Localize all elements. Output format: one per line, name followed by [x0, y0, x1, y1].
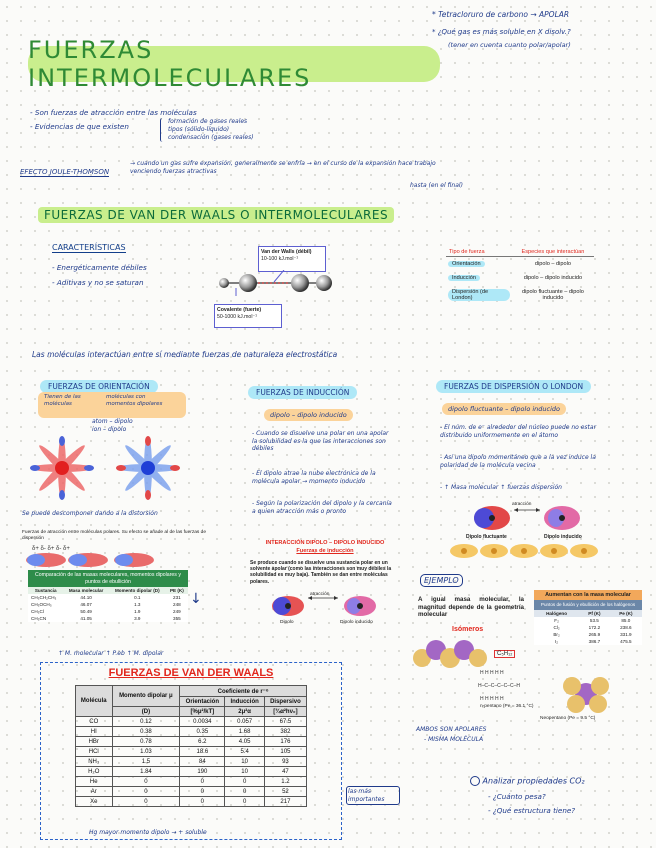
halogen-cell: 172.2	[588, 624, 601, 630]
vdw-cell: 47	[264, 767, 306, 777]
halogen-cell: 53.5	[589, 617, 599, 623]
orientation-down-arrow: ↓	[190, 591, 202, 607]
table-row	[76, 767, 307, 777]
induction-note-2: - El dipolo atrae la nube electrónica de la molécula apolar → momento inducido	[252, 470, 376, 485]
example-formula: C₅H₁₂	[494, 650, 515, 658]
halogen-th-3: Pe (K)	[619, 610, 633, 616]
orientation-box-text-2: moléculas con momentos dipolares	[106, 394, 163, 407]
orientation-th-4: PE (K)	[169, 588, 184, 593]
vdw-cell: HCl	[76, 747, 113, 757]
vdw-cell: 0	[112, 777, 180, 787]
vdw-cell: 0.0034	[180, 717, 225, 727]
orientation-bottom-note: Se puede descomponer dando a la distorsión	[22, 510, 158, 517]
intro-brace-item-3: condensación (gases reales)	[168, 134, 254, 141]
intro-brace	[160, 118, 165, 142]
neopentane-illustration	[556, 668, 616, 716]
induction-subtitle: dipolo – dipolo inducido	[264, 409, 353, 421]
halogen-cell: 85.0	[621, 617, 631, 623]
molecules-interact-text: Las moléculas interactúan entre sí mediante fuerzas de naturaleza electrostática	[32, 350, 338, 359]
halogen-cell: 265.9	[588, 631, 601, 637]
vdw-cell: NH₃	[76, 757, 113, 767]
dispersion-fluct-label: Dipolo fluctuante	[466, 534, 507, 540]
dispersion-title: FUERZAS DE DISPERSIÓN O LONDON	[436, 380, 591, 393]
vdw-coefficient-table	[75, 685, 307, 807]
orientation-th-1: Sustancia	[34, 588, 57, 593]
vdw-cell: 0	[180, 787, 225, 797]
force-table-header-1: Tipo de fuerza	[446, 248, 512, 257]
orientation-cell: 1.3	[134, 602, 141, 607]
example-label: EJEMPLO	[420, 574, 463, 587]
force-type-table-wrap	[446, 248, 594, 305]
covalent-energy-label: Covalente (fuerte)	[217, 307, 262, 313]
vdw-cell: 0	[225, 797, 264, 807]
table-row	[76, 717, 307, 727]
orientation-th-3: Momento dipolar (D)	[114, 588, 160, 593]
orientation-cell: 249	[173, 609, 181, 614]
orientation-cell: CH₃CN	[31, 616, 47, 621]
orientation-cell: 355	[173, 616, 181, 621]
halogen-cell: Br₂	[553, 631, 560, 637]
covalent-energy-box	[214, 304, 282, 328]
vdw-cell: 10	[225, 767, 264, 777]
vdw-th-induccion: Inducción	[225, 697, 264, 707]
vdw-cell: 0.12	[112, 717, 180, 727]
vdw-cell: 0	[180, 777, 225, 787]
orientation-caption: Fuerzas de atracción entre moléculas polares. Su efecto se añade al de las fuerzas de dispersión	[22, 530, 206, 541]
table-row	[76, 737, 307, 747]
vdw-cell: 18.6	[180, 747, 225, 757]
intro-line-1: - Son fuerzas de atracción entre las moléculas	[30, 108, 197, 117]
vdw-cell: 1.03	[112, 747, 180, 757]
orientation-cell: 1.9	[134, 609, 141, 614]
vdw-bottom-note: Hg mayor momento dipolo → + soluble	[89, 829, 207, 837]
vdw-cell: 1.5	[112, 757, 180, 767]
dispersion-note-2: - Así una dipolo momentáneo que a la vez induce la polaridad de la molécula vecina	[440, 454, 596, 469]
induction-subtitle-wrap	[264, 402, 353, 421]
dispersion-title-wrap	[436, 374, 591, 393]
vdw-cell: 0	[225, 777, 264, 787]
halogen-cell: F₂	[554, 617, 559, 623]
orientation-cell: 46.07	[80, 602, 92, 607]
table-row	[534, 638, 642, 645]
table-row	[28, 601, 188, 608]
halogen-th-2: Pf (K)	[588, 610, 601, 616]
table-row	[76, 787, 307, 797]
table-row	[534, 617, 642, 624]
orientation-title: FUERZAS DE ORIENTACIÓN	[40, 380, 158, 393]
page-title: FUERZAS INTERMOLECULARES	[28, 46, 440, 82]
dispersion-induced-label: Dipolo inducido	[544, 534, 582, 540]
induction-dipolo-label: Dipolo	[280, 620, 294, 625]
force-type-table	[446, 248, 594, 305]
covalent-energy-value: 50-1000 kJ.mol⁻¹	[217, 314, 257, 320]
orientation-th-2: Masa molecular	[68, 588, 104, 593]
vdw-cell: 1.68	[225, 727, 264, 737]
induction-title-wrap	[248, 380, 357, 399]
orientation-table-wrap	[28, 570, 188, 622]
halogen-cell: 238.6	[620, 624, 632, 630]
intro-brace-item-2: tipos (sólido-líquido)	[168, 126, 230, 133]
analysis-q1: - ¿Cuánto pesa?	[488, 792, 546, 801]
orientation-cell: 231	[173, 595, 181, 600]
orientation-cell: 0.1	[134, 595, 141, 600]
dipole-orientation-illustration	[28, 430, 188, 506]
analysis-circle-icon	[470, 776, 480, 786]
vdw-th-unit-3: [¾α²hν₀]	[264, 707, 306, 717]
table-row	[28, 615, 188, 622]
vdw-cell: Xe	[76, 797, 113, 807]
vdw-cell: He	[76, 777, 113, 787]
vdw-table-box	[40, 662, 342, 840]
halogen-cell: 386.7	[588, 638, 601, 644]
svg-text:δ+ δ- δ+ δ- δ+: δ+ δ- δ+ δ- δ+	[32, 546, 70, 552]
dispersion-subtitle-wrap	[442, 396, 566, 415]
dispersion-note-3: - ↑ Masa molecular ↑ fuerzas dispersión	[440, 484, 562, 491]
halogen-cell: Cl₂	[553, 624, 560, 630]
vdw-th-unit-2: 2μ²α	[225, 707, 264, 717]
vdw-energy-label: Van der Walls (débil)	[261, 249, 312, 255]
force-table-type-3	[446, 285, 512, 305]
halogen-cell: 331.9	[620, 631, 632, 637]
vdw-side-note: las más importantes	[346, 786, 400, 805]
top-note-3: (tener en cuenta cuanto polar/apolar)	[448, 41, 571, 49]
neopentane-label: Neopentano (Pe = 9.5 °C)	[540, 716, 596, 721]
force-table-type-2	[446, 271, 512, 285]
vdw-cell: HBr	[76, 737, 113, 747]
vdw-th-momento: Momento dipolar μ	[112, 686, 180, 707]
joule-thomson-text: → cuando un gas sufre expansión, generalmente se enfría → en el curso de la expansión hace trabajo venciendo fuerzas atractivas	[130, 160, 436, 175]
vdw-th-dispersivo: Dispersivo	[264, 697, 306, 707]
vdw-th-orientacion: Orientación	[180, 697, 225, 707]
dispersion-attraction-label: atracción	[512, 502, 532, 507]
vdw-energy-box	[258, 246, 326, 272]
characteristics-title: CARACTERÍSTICAS	[52, 243, 126, 252]
polar-molecules-illustration	[22, 544, 192, 570]
halogen-cell: 475.5	[620, 638, 632, 644]
vdw-cell: 1.2	[264, 777, 306, 787]
orientation-cell: CH₃Cl	[31, 609, 44, 614]
vdw-cell: 0.38	[112, 727, 180, 737]
example-both-apolar: AMBOS SON APOLARES	[416, 726, 487, 733]
vdw-th-coef: Coeficiente de r⁻⁶	[180, 686, 307, 697]
force-table-header-2: Especies que interactúan	[512, 248, 594, 257]
force-table-species-1: dipolo – dipolo	[534, 261, 571, 267]
table-row	[76, 747, 307, 757]
induction-note-3: - Según la polarización del dipolo y la cercanía a quien atracción más o pronto	[252, 500, 392, 515]
induction-red-subtitle: Fuerzas de inducción	[296, 548, 354, 554]
vdw-cell: 6.2	[180, 737, 225, 747]
halogen-th-1: Halógeno	[546, 610, 568, 616]
vdw-section-title: FUERZAS DE VAN DER WAALS O INTERMOLECULARES	[38, 207, 394, 223]
halogen-table	[534, 610, 642, 645]
top-note-1: * Tetracloruro de carbono → APOLAR	[432, 10, 570, 19]
dispersion-chain-illustration	[446, 540, 606, 562]
vdw-cell: 5.4	[225, 747, 264, 757]
vdw-cell: 1.84	[112, 767, 180, 777]
induction-attraction-label: atracción	[310, 592, 330, 597]
vdw-bond-diagram	[214, 246, 344, 328]
vdw-th-unit-1: [%μ²/kT]	[180, 707, 225, 717]
svg-text:H H H H H: H H H H H	[480, 696, 504, 702]
table-row	[76, 777, 307, 787]
force-type-dispersion: Dispersión (de London)	[448, 289, 510, 301]
orientation-title-wrap	[40, 374, 158, 393]
vdw-cell: 0	[225, 787, 264, 797]
halogen-cell: I₂	[555, 638, 559, 644]
vdw-cell: 10	[225, 757, 264, 767]
force-type-induction: Inducción	[448, 275, 480, 281]
vdw-cell: 217	[264, 797, 306, 807]
top-note-2: * ¿Qué gas es más soluble en X disolv.?	[432, 28, 571, 36]
orientation-box-text: Tienen de las moléculas	[44, 394, 81, 407]
analysis-title-text: Analizar propiedades CO₂	[482, 776, 585, 786]
induction-red-title: INTERACCIÓN DIPOLO – DIPOLO INDUCIDO	[265, 540, 385, 546]
vdw-cell: 67.5	[264, 717, 306, 727]
joule-thomson-label: EFECTO JOULE-THOMSON	[20, 168, 110, 176]
joule-thomson-tail: hasta (en el final)	[410, 182, 463, 189]
vdw-energy-value: 10-100 kJ.mol⁻¹	[261, 256, 299, 262]
orientation-table-title: Comparación de las masas moleculares, momentos dipolares y puntos de ebullición	[28, 570, 188, 587]
table-row	[28, 594, 188, 601]
vdw-cell: 105	[264, 747, 306, 757]
force-table-type-1	[446, 257, 512, 272]
analysis-title	[470, 776, 585, 786]
vdw-cell: 0	[112, 787, 180, 797]
example-same-molecule: - MISMA MOLÉCULA	[424, 736, 484, 743]
vdw-cell: 84	[180, 757, 225, 767]
induction-dipolo-inducido-label: Dipolo inducido	[340, 620, 373, 625]
halogen-title: Aumentan con la masa molecular	[534, 590, 642, 600]
vdw-cell: 52	[264, 787, 306, 797]
induction-description: Se produce cuando se disuelve una sustancia polar en un solvente apolar (como las interacciones son muy débiles la solubilidad es muy baja). También se dan entre moléculas polares.	[250, 560, 392, 585]
orientation-cell: CH₃CH₂CH₃	[31, 595, 57, 600]
vdw-cell: 0	[180, 797, 225, 807]
force-table-species-3: dipolo fluctuante – dipolo inducido	[521, 289, 584, 301]
table-row	[76, 797, 307, 807]
vdw-cell: HI	[76, 727, 113, 737]
force-type-orientation: Orientación	[448, 261, 485, 267]
orientation-cell: 41.05	[80, 616, 92, 621]
force-table-species-2: dipolo – dipolo inducido	[523, 275, 583, 281]
dispersion-subtitle: dipolo fluctuante – dipolo inducido	[442, 403, 566, 415]
vdw-cell: H₂O	[76, 767, 113, 777]
table-row	[28, 608, 188, 615]
vdw-cell: 93	[264, 757, 306, 767]
vdw-cell: 0.78	[112, 737, 180, 747]
orientation-cell: 248	[173, 602, 181, 607]
orientation-note-1: atom – dipolo	[92, 418, 133, 425]
vdw-cell: Ar	[76, 787, 113, 797]
vdw-th-molecula: Molécula	[76, 686, 113, 717]
orientation-footnote: ↑ M. molecular ↑ P.eb ↑ M. dipolar	[58, 650, 164, 657]
vdw-cell: 0.057	[225, 717, 264, 727]
svg-text:H–C–C–C–C–C–H: H–C–C–C–C–C–H	[478, 683, 520, 689]
vdw-cell: 176	[264, 737, 306, 747]
vdw-th-momento-unit: (D)	[112, 707, 180, 717]
vdw-cell: 0	[112, 797, 180, 807]
orientation-box	[38, 392, 186, 418]
orientation-cell: 44.10	[80, 595, 92, 600]
table-row	[76, 727, 307, 737]
induction-title: FUERZAS DE INDUCCIÓN	[248, 386, 357, 399]
orientation-cell: 3.9	[134, 616, 141, 621]
halogen-table-title: Puntos de fusión y ebullición de los halógenos	[534, 600, 642, 610]
orientation-cell: CH₃OCH₃	[31, 602, 52, 607]
pentane-structure	[478, 668, 558, 706]
intro-brace-item-1: formación de gases reales	[168, 118, 248, 125]
table-row	[76, 757, 307, 767]
orientation-cell: 50.49	[80, 609, 92, 614]
vdw-section-title-wrap	[38, 208, 394, 222]
orientation-table	[28, 587, 188, 622]
characteristic-1: - Energéticamente débiles	[52, 263, 147, 272]
svg-text:H H H H H: H H H H H	[480, 670, 504, 676]
vdw-cell: 382	[264, 727, 306, 737]
analysis-q2: - ¿Qué estructura tiene?	[488, 806, 576, 815]
vdw-cell: 4.05	[225, 737, 264, 747]
vdw-table-title: FUERZAS DE VAN DER WAALS	[108, 667, 274, 679]
dipole-induced-illustration	[270, 590, 390, 618]
intro-line-2: - Evidencias de que existen	[30, 122, 129, 131]
table-row	[534, 624, 642, 631]
vdw-cell: 0.35	[180, 727, 225, 737]
example-text: A igual masa molecular, la magnitud depende de la geometría molecular	[418, 596, 524, 619]
characteristic-2: - Aditivas y no se saturan	[52, 278, 144, 287]
dispersion-note-1: - El núm. de e⁻ alrededor del núcleo puede no estar distribuido uniformemente en el átomo	[440, 424, 597, 439]
table-row	[534, 631, 642, 638]
vdw-cell: CO	[76, 717, 113, 727]
orientation-note-2: ion – dipolo	[92, 426, 127, 433]
induction-note-1: - Cuando se disuelve una polar en una apolar la solubilidad es la que las interacciones son débiles	[252, 430, 389, 453]
halogen-table-wrap	[534, 590, 642, 645]
n-pentane-label: n-pentano (Pe = 36.1 °C)	[480, 704, 534, 709]
example-isomers: Isómeros	[452, 626, 484, 633]
molecule-pair-illustration	[214, 270, 344, 296]
vdw-cell: 190	[180, 767, 225, 777]
